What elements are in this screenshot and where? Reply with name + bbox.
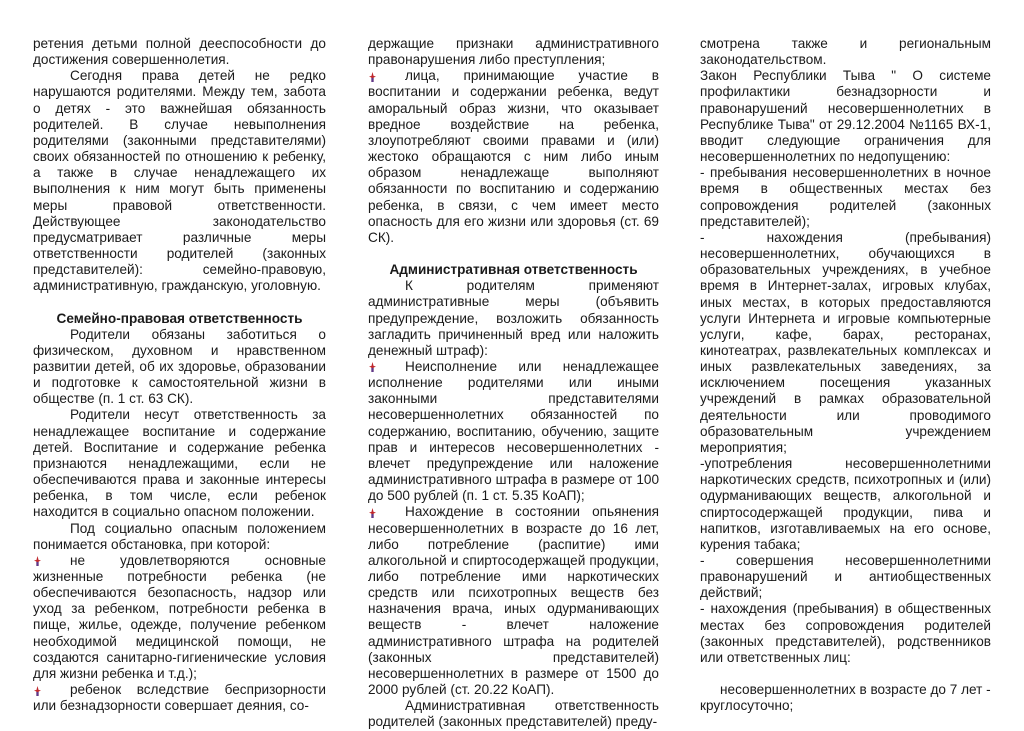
paragraph: Родители обязаны заботиться о физическом, духовном и нравственном развитии детей, об их здоровье, образовании и подготовке к самостоятельной жизни в обществе (п. 1 ст. 63 СК). [33,326,326,407]
bullet-item [368,504,659,698]
column-right [700,36,991,714]
paragraph: К родителям применяют административные меры (объявить предупреждение, возложить обязанность загладить причиненный вред или наложить денежный штраф): [368,278,659,358]
section-heading: Административная ответственность [389,262,638,278]
bullet-item [33,682,326,714]
arrow-bullet-icon [368,359,405,375]
paragraph: ретения детьми полной дееспособности до достижения совершеннолетия. [33,36,326,68]
section-heading: Семейно-правовая ответственность [56,310,303,326]
bullet-text: ребенок вследствие беспризорности или безнадзорности совершает деяния, со- [33,682,326,714]
arrow-bullet-icon [368,68,405,84]
paragraph: - пребывания несовершеннолетних в ночное время в общественных местах без сопровождения родителей (законных представителей); [700,165,991,229]
paragraph: несовершеннолетних в возрасте до 7 лет - круглосуточно; [700,682,991,714]
arrow-bullet-icon [33,553,70,569]
paragraph: смотрена также и региональным законодательством. [700,36,991,68]
bullet-item [368,359,659,504]
spacer [700,666,991,682]
paragraph: Закон Республики Тыва " О системе профилактики безнадзорности и правонарушений несовершеннолетних в Республике Тыва" от 29.12.2004 №1165 ВХ-1, вводит следующие ограничения для несовершеннолетних по недопущению: [700,68,991,165]
paragraph: Родители несут ответственность за ненадлежащее воспитание и содержание детей. Воспитание и содержание ребенка признаются ненадлежащими, если не обеспечиваются права и законные интересы ребенка, в том числе, если ребенок находится в социально опасном положении. [33,407,326,520]
paragraph: - совершения несовершеннолетними правонарушений и антиобщественных действий; [700,553,991,601]
bullet-text: Нахождение в состоянии опьянения несовершеннолетних в возрасте до 16 лет, либо потребление (распитие) ими алкогольной и спиртосодержащей продукции, либо потребление ими наркотических средств или психотропных веществ без назначения врача, иных одурманивающих веществ - влечет наложение административного штрафа на родителей (законных представителей) несовершеннолетних в размере от 1500 до 2000 рублей (ст. 20.22 КоАП). [368,504,659,698]
paragraph: Под социально опасным положением понимается обстановка, при которой: [33,520,326,552]
spacer [33,295,326,311]
bullet-item [33,553,326,682]
bullet-text: не удовлетворяются основные жизненные потребности ребенка (не обеспечиваются безопасность, надзор или уход за ребенком, потребности ребенка в пище, жилье, одежде, получение ребенком необходимой медицинской помощи, не создаются санитарно-гигиенические условия для жизни ребенка и т.д.); [33,552,326,681]
bullet-item [368,68,659,246]
column-left [33,36,326,714]
arrow-bullet-icon [368,504,405,520]
paragraph: держащие признаки административного правонарушения либо преступления; [368,36,659,68]
arrow-bullet-icon [33,682,70,698]
bullet-text: Неисполнение или ненадлежащее исполнение родителями или иными законными представителями несовершеннолетних обязанностей по содержанию, воспитанию, обучению, защите прав и интересов несовершеннолетних - влечет предупреждение или наложение административного штрафа в размере от 100 до 500 рублей (п. 1 ст. 5.35 КоАП); [368,358,659,504]
column-middle [368,36,659,731]
paragraph: Сегодня права детей не редко нарушаются родителями. Между тем, забота о детях - это важнейшая обязанность родителей. В случае невыполнения родителями (законными представителями) своих обязанностей по отношению к ребенку, а также в случае ненадлежащего их выполнения к ним могут быть применены меры правовой ответственности. Действующее законодательство предусматривает различные меры ответственности родителей (законных представителей): семейно-правовую, административную, гражданскую, уголовную. [33,68,326,294]
spacer [368,246,659,262]
paragraph: - нахождения (пребывания) в общественных местах без сопровождения родителей (законных представителей), родственников или ответственных лиц: [700,601,991,665]
paragraph: Административная ответственность родителей (законных представителей) преду- [368,698,659,730]
paragraph: -употребления несовершеннолетними наркотических средств, психотропных и (или) одурманивающих веществ, алкогольной и спиртосодержащей продукции, пива и напитков, изготавливаемых на его основе, курения табака; [700,456,991,552]
paragraph: - нахождения (пребывания) несовершеннолетних, обучающихся в образовательных учреждениях, в учебное время в Интернет-залах, игровых клубах, иных местах, в которых предоставляются услуги Интернета и игровые компьютерные услуги, кафе, барах, ресторанах, кинотеатрах, развлекательных комплексах и иных развлекательных заведениях, за исключением посещения указанных учреждений в рамках образовательной деятельности или проводимого образовательным учреждением мероприятия; [700,229,991,455]
bullet-text: лица, принимающие участие в воспитании и содержании ребенка, ведут аморальный образ жизни, что оказывает вредное воздействие на ребенка, злоупотребляют своими правами и (или) жестоко обращаются с ним либо иным образом ненадлежаще выполняют обязанности по воспитанию и содержанию ребенка, в связи, с чем имеет место опасность для его жизни или здоровья (ст. 69 СК). [368,68,659,245]
